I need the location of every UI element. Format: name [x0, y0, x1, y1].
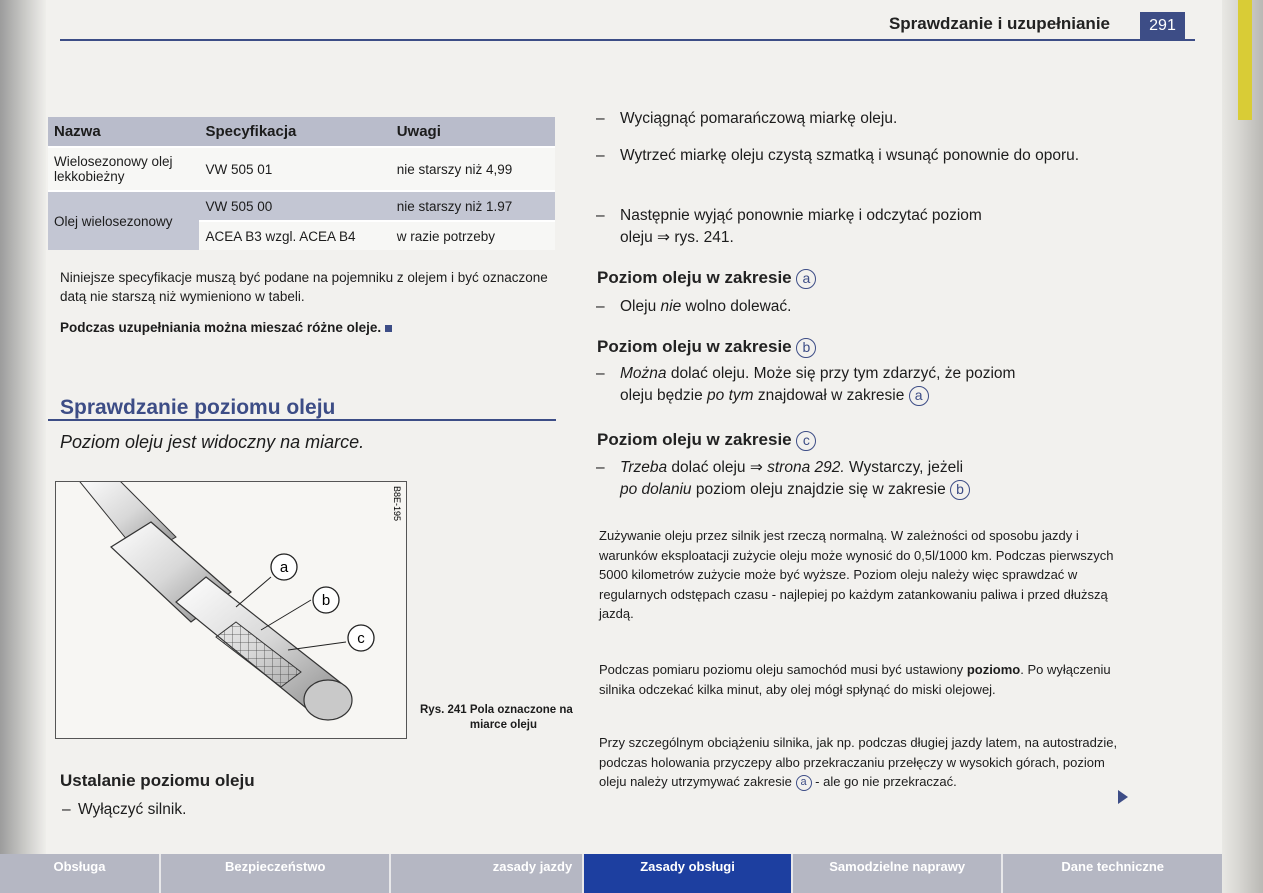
chapter-tab-bar [0, 854, 1222, 893]
table-header-spec: Specyfikacja [199, 117, 390, 147]
procedure-step-text: Wyciągnąć pomarańczową miarkę oleju. [620, 110, 898, 127]
page-edge [1222, 0, 1263, 893]
caption-text: Pola oznaczone na miarce oleju [469, 704, 573, 731]
table-cell: Olej wielosezonowy [48, 191, 199, 250]
header-rule [60, 39, 1195, 41]
zone-b-heading: Poziom oleju w zakresie b [597, 337, 816, 358]
tab-dane-techniczne[interactable]: Dane techniczne [1061, 859, 1165, 874]
spec-note-paragraph: Niniejsze specyfikacje muszą być podane na pojemniku z olejem i być oznaczone datą nie starszą niż wymieniono w tabeli. [60, 270, 548, 304]
chapter-marker [1238, 0, 1252, 120]
running-header: Sprawdzanie i uzupełnianie [888, 14, 1110, 33]
section-subtitle: Poziom oleju jest widoczny na miarce. [60, 432, 365, 452]
oil-consumption-paragraph: Zużywanie oleju przez silnik jest rzeczą normalną. W zależności od sposobu jazdy i warunków eksploatacji zużycie oleju może wynosić do 0,5l/1000 km. Podczas pierwszych 5000 kilometrów zużycie może być wyższe. Poziom oleju należy więc sprawdzać w regularnych odstępach czasu - najlepiej po każdym zatankowaniu paliwa i przed dłuższą jazdą. [599, 528, 1114, 621]
procedure-step: – Wyciągnąć pomarańczową miarkę oleju. [596, 110, 898, 127]
page-number: 291 [1140, 12, 1185, 40]
table-cell: w razie potrzeby [391, 221, 555, 250]
zone-c-marker: c [796, 431, 816, 451]
end-of-section-icon [385, 325, 392, 332]
tab-samodzielne-naprawy[interactable]: Samodzielne naprawy [793, 854, 1004, 893]
page-binding-shadow [0, 0, 46, 893]
procedure-step-text: Wyłączyć silnik. [78, 801, 187, 818]
zone-c-text: – Trzeba dolać oleju ⇒ strona 292. Wystarczy, jeżeli po dolaniu poziom oleju znajdzie się w zakresie b [620, 457, 1120, 501]
dipstick-illustration [56, 482, 406, 738]
mixing-note [60, 318, 550, 337]
table-cell: nie starszy niż 4,99 [391, 147, 555, 191]
figure-label-b-text: b [321, 592, 331, 609]
measurement-paragraph: Podczas pomiaru poziomu oleju samochód musi być ustawiony poziomo. Po wyłączeniu silnika odczekać kilka minut, aby olej mógł spłynąć do miski olejowej. [599, 662, 1111, 697]
table-cell: nie starszy niż 1.97 [391, 191, 555, 221]
zone-b-marker: b [796, 338, 816, 358]
section-title: Sprawdzanie poziomu oleju [60, 396, 336, 419]
procedure-step: – Wytrzeć miarkę oleju czystą szmatką i wsunąć ponownie do oporu. [596, 147, 1080, 164]
figure-label-a-text: a [279, 559, 289, 576]
table-cell: ACEA B3 wzgl. ACEA B4 [199, 221, 390, 250]
procedure-title: Ustalanie poziomu oleju [60, 771, 255, 790]
procedure-step: – Wyłączyć silnik. [62, 801, 187, 818]
procedure-step: – Następnie wyjąć ponownie miarkę i odczytać poziom oleju ⇒ rys. 241. [596, 207, 982, 246]
oil-spec-table [48, 117, 555, 250]
figure-code: B8E-195 [392, 486, 402, 522]
zone-a-reference: a [909, 386, 929, 406]
procedure-step-text: Wytrzeć miarkę oleju czystą szmatką i wsunąć ponownie do oporu. [620, 147, 1080, 164]
table-row [48, 147, 555, 191]
table-cell: Wielosezonowy olej lekkobieżny [48, 147, 199, 191]
zone-c-heading: Poziom oleju w zakresie c [597, 430, 816, 451]
zone-a-heading: Poziom oleju w zakresie a [597, 268, 816, 289]
table-row [48, 191, 555, 221]
tab-obsluga[interactable]: Obsługa [0, 854, 161, 893]
figure-caption [420, 703, 590, 733]
table-header-notes: Uwagi [391, 117, 555, 147]
table-cell: VW 505 00 [199, 191, 390, 221]
zone-a-reference: a [796, 775, 812, 791]
zone-b-text: – Można dolać oleju. Może się przy tym zdarzyć, że poziom oleju będzie po tym znajdował w zakresie a [596, 365, 1016, 404]
tab-bezpieczenstwo[interactable]: Bezpieczeństwo [161, 854, 391, 893]
procedure-step-text: oleju ⇒ rys. 241. [620, 229, 734, 246]
dipstick-figure [55, 481, 407, 739]
figure-label-c-text: c [357, 630, 365, 647]
zone-b-reference: b [950, 480, 970, 500]
section-rule [48, 419, 556, 421]
mixing-note-text: Podczas uzupełniania można mieszać różne oleje. [60, 320, 382, 335]
heavy-load-paragraph: Przy szczególnym obciążeniu silnika, jak np. podczas długiej jazdy latem, na autostradzie, podczas holowania przyczepy albo przekraczaniu przełęczy w wysokich górach, poziom oleju należy utrzymywać zakresie a - ale go nie przekraczać. [599, 735, 1118, 789]
table-cell: VW 505 01 [199, 147, 390, 191]
tab-zasady-jazdy[interactable]: zasady jazdy [391, 854, 584, 893]
caption-label: Rys. 241 [420, 704, 467, 716]
zone-a-marker: a [796, 269, 816, 289]
table-header-name: Nazwa [48, 117, 199, 147]
procedure-step-text: Następnie wyjąć ponownie miarkę i odczytać poziom [620, 207, 982, 224]
next-page-arrow-icon[interactable] [1118, 790, 1128, 804]
zone-a-text: – Oleju nie wolno dolewać. [596, 298, 792, 315]
tab-zasady-obslugi[interactable]: Zasady obsługi [584, 854, 793, 893]
